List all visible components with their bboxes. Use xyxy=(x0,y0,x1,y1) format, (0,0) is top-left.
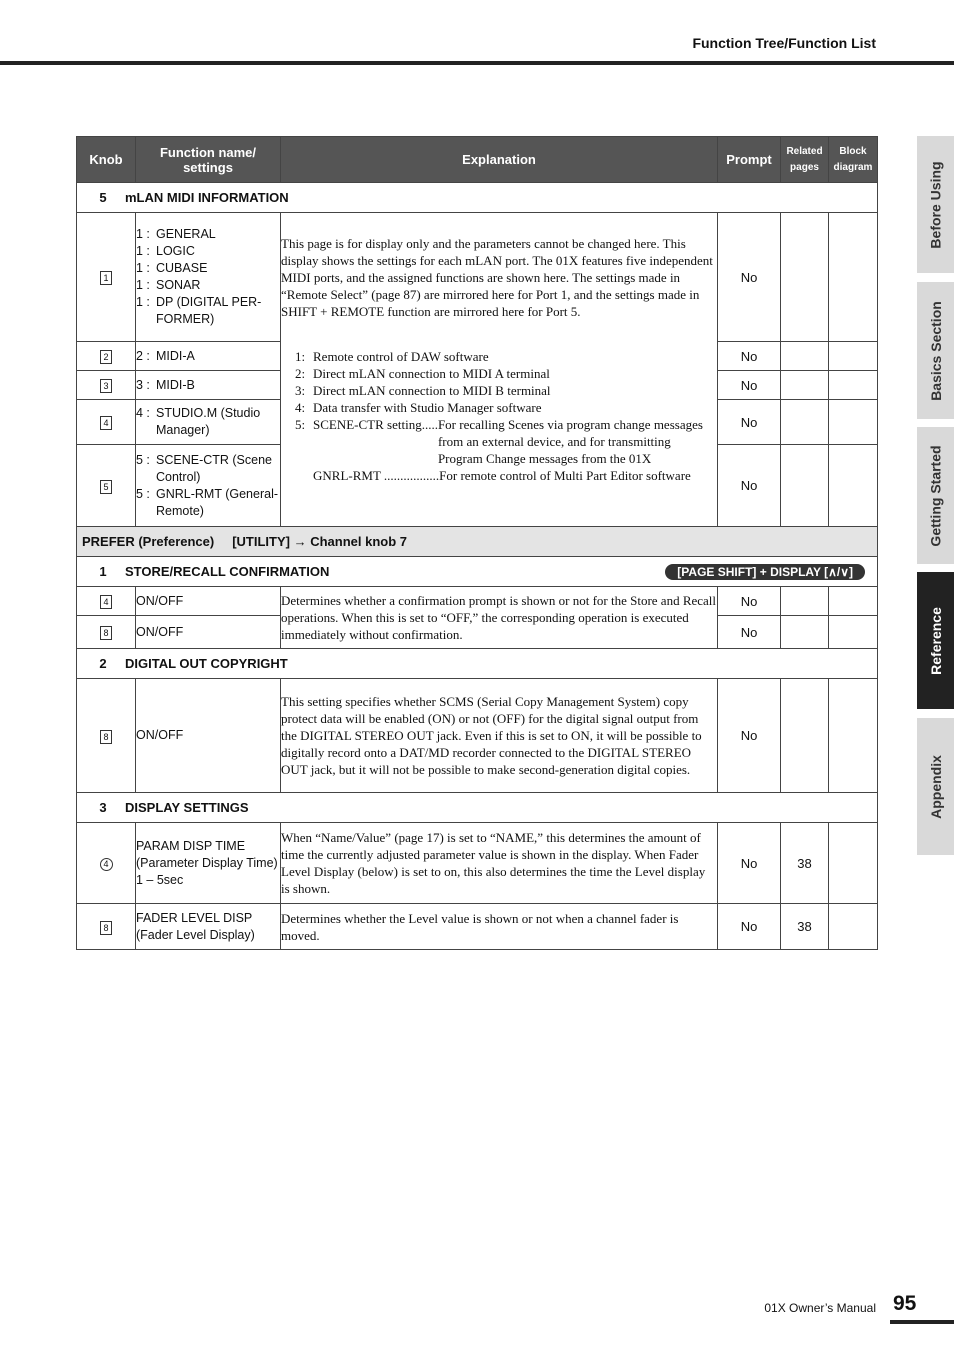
footer-rule xyxy=(890,1320,954,1324)
explanation-cell: This page is for display only and the parameters cannot be changed here. This display shows the settings for each mLAN port. The 01X features five independent MIDI ports, and the assigned functions are shown here. The settings made in “Remote Select” (page 87) are mirrored here for Port 1, and the settings made in SHIFT + REMOTE function are mirrored here for Port 5. xyxy=(281,213,718,342)
knob-8-icon: 8 xyxy=(100,921,112,935)
explanation-cell: Determines whether a confirmation prompt is shown or not for the Store and Recall operations. When this is set to “OFF,” the corresponding operation is executed immediately without confirmation. xyxy=(281,587,718,649)
col-knob: Knob xyxy=(77,137,136,183)
knob-3-icon: 3 xyxy=(100,379,112,393)
col-function: Function name/ settings xyxy=(136,137,281,183)
section-row-mlan: 5 mLAN MIDI INFORMATION xyxy=(77,183,878,213)
tab-getting-started[interactable]: Getting Started xyxy=(917,427,954,564)
knob-4-icon: 4 xyxy=(100,416,112,430)
manual-name: 01X Owner’s Manual xyxy=(764,1301,876,1315)
table-row: 2 2 : MIDI-A 1: Remote control of DAW software 2: Direct mLAN connection to MIDI A terminal 3: Direct mLAN connection to MIDI B terminal 4: Data transfer with Studio Manager software 5: SCENE-CTR setting..... For recalling Scenes via program change messages from an external device, and for transmitting Program Change messages from the 01X GNRL-RMT ................. For remote control of Multi Part Editor software No xyxy=(77,342,878,371)
knob-5-icon: 5 xyxy=(100,480,112,494)
col-related-pages: Related pages xyxy=(781,137,829,183)
section-row-store-recall: 1 STORE/RECALL CONFIRMATION [PAGE SHIFT] + DISPLAY [∧/∨] xyxy=(77,557,878,587)
prefer-header-row xyxy=(77,527,878,557)
tab-before-using[interactable]: Before Using xyxy=(917,136,954,273)
explanation-cell: When “Name/Value” (page 17) is set to “NAME,” this determines the amount of time the currently adjusted parameter value is shown in the display. When Fader Level Display (below) is set to on, this also determines the time the Level display is shown. xyxy=(281,823,718,904)
function-table xyxy=(76,136,878,950)
section-title: DISPLAY SETTINGS xyxy=(125,800,249,815)
table-row: 3 3 : MIDI-B No xyxy=(77,371,878,400)
col-block-diagram: Block diagram xyxy=(829,137,878,183)
knob-4-icon: 4 xyxy=(100,595,112,609)
prefer-label: PREFER (Preference) xyxy=(82,534,215,549)
page-number: 95 xyxy=(893,1292,917,1315)
explanation-cell: This setting specifies whether SCMS (Serial Copy Management System) copy protect data will be enabled (ON) or not (OFF) for the digital signal output from the DIGITAL STEREO OUT jack. Even if this is set to ON, it will be possible to digitally record onto a DAT/MD recorder connected to the DIGITAL STEREO OUT jack, but it will not be possible to make second-generation digital copies. xyxy=(281,679,718,793)
header-rule xyxy=(0,61,954,65)
prefer-path: [UTILITY] → Channel knob 7 xyxy=(232,534,407,549)
section-header-title: Function Tree/Function List xyxy=(692,35,876,51)
knob-2-icon: 2 xyxy=(100,350,112,364)
knob-4-circle-icon: 4 xyxy=(100,858,113,871)
related-page: 38 xyxy=(781,904,829,950)
table-row: 8 FADER LEVEL DISP (Fader Level Display) Determines whether the Level value is shown or not when a channel fader is moved. No 38 xyxy=(77,904,878,950)
section-title: DIGITAL OUT COPYRIGHT xyxy=(125,656,288,671)
table-row: 4 ON/OFF Determines whether a confirmation prompt is shown or not for the Store and Recall operations. When this is set to “OFF,” the corresponding operation is executed immediately without confirmation. No xyxy=(77,587,878,616)
table-header-row xyxy=(77,137,878,183)
knob-8-icon: 8 xyxy=(100,626,112,640)
knob-8-icon: 8 xyxy=(100,730,112,744)
col-prompt: Prompt xyxy=(718,137,781,183)
table-row: 1 1 : GENERAL 1 : LOGIC 1 : CUBASE 1 : SONAR 1 : DP (DIGITAL PER-FORMER) This page is for display only and the parameters cannot be changed here. This display shows the settings for each mLAN port. The 01X features five independent MIDI ports, and the assigned functions are shown here. The settings made in “Remote Select” (page 87) are mirrored here for Port 1, and the settings made in SHIFT + REMOTE function are mirrored here for Port 5. No xyxy=(77,213,878,342)
tab-reference[interactable]: Reference xyxy=(917,572,954,709)
function-list: 1 : GENERAL 1 : LOGIC 1 : CUBASE 1 : SONAR 1 : DP (DIGITAL PER-FORMER) xyxy=(136,213,281,342)
related-page: 38 xyxy=(781,823,829,904)
section-title: mLAN MIDI INFORMATION xyxy=(125,190,289,205)
table-row: 8 ON/OFF No xyxy=(77,616,878,649)
table-row: 8 ON/OFF This setting specifies whether SCMS (Serial Copy Management System) copy protect data will be enabled (ON) or not (OFF) for the digital signal output from the DIGITAL STEREO OUT jack. Even if this is set to ON, it will be possible to digitally record onto a DAT/MD recorder connected to the DIGITAL STEREO OUT jack, but it will not be possible to make second-generation digital copies. No xyxy=(77,679,878,793)
col-explanation: Explanation xyxy=(281,137,718,183)
section-row-display-settings: 3 DISPLAY SETTINGS xyxy=(77,793,878,823)
explanation-cell: Determines whether the Level value is shown or not when a channel fader is moved. xyxy=(281,904,718,950)
section-title: STORE/RECALL CONFIRMATION xyxy=(125,563,330,579)
knob-1-icon: 1 xyxy=(100,271,112,285)
table-row: 5 5 : SCENE-CTR (Scene Control) 5 : GNRL-RMT (General-Remote) No xyxy=(77,445,878,527)
port-list: 1: Remote control of DAW software 2: Direct mLAN connection to MIDI A terminal 3: Direct mLAN connection to MIDI B terminal 4: Data transfer with Studio Manager software 5: SCENE-CTR setting..... For recalling Scenes via program change messages from an external device, and for transmitting Program Change messages from the 01X GNRL-RMT ................. For remote control of Multi Part Editor software xyxy=(281,342,718,527)
section-row-digital-out: 2 DIGITAL OUT COPYRIGHT xyxy=(77,649,878,679)
key-combo-badge: [PAGE SHIFT] + DISPLAY [∧/∨] xyxy=(665,564,865,580)
tab-basics-section[interactable]: Basics Section xyxy=(917,282,954,419)
table-row: 4 4 : STUDIO.M (Studio Manager) No xyxy=(77,400,878,445)
tab-appendix[interactable]: Appendix xyxy=(917,718,954,855)
table-row: 4 PARAM DISP TIME (Parameter Display Time) 1 – 5sec When “Name/Value” (page 17) is set to “NAME,” this determines the amount of time the currently adjusted parameter value is shown in the display. When Fader Level Display (below) is set to on, this also determines the time the Level display is shown. No 38 xyxy=(77,823,878,904)
